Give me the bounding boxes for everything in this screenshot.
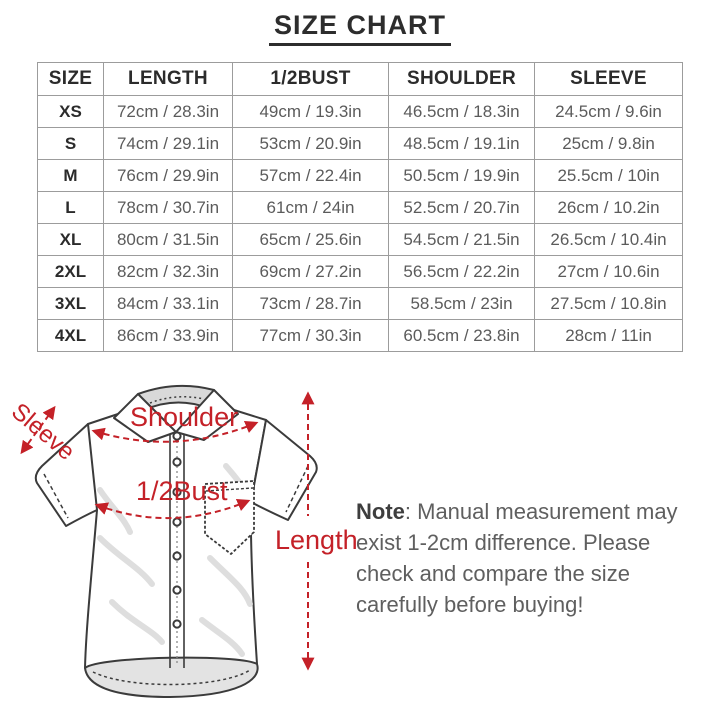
sleeve-value: 28cm / 11in xyxy=(535,320,683,352)
size-table xyxy=(37,62,683,352)
note-body: : Manual measurement may exist 1-2cm difference. Please check and compare the size carefully before buying! xyxy=(356,499,678,617)
size-label: XL xyxy=(38,224,104,256)
page-title-wrap xyxy=(0,10,720,46)
table-row xyxy=(38,96,683,128)
table-row xyxy=(38,256,683,288)
page-title: SIZE CHART xyxy=(269,10,451,46)
table-header-row xyxy=(38,63,683,96)
sleeve-value: 27cm / 10.6in xyxy=(535,256,683,288)
shoulder-label: Shoulder xyxy=(130,402,239,432)
shoulder-value: 54.5cm / 21.5in xyxy=(389,224,535,256)
note-label: Note xyxy=(356,499,405,524)
halfbust-value: 65cm / 25.6in xyxy=(233,224,389,256)
shoulder-value: 60.5cm / 23.8in xyxy=(389,320,535,352)
sleeve-value: 26cm / 10.2in xyxy=(535,192,683,224)
size-label: 2XL xyxy=(38,256,104,288)
shoulder-value: 46.5cm / 18.3in xyxy=(389,96,535,128)
col-header-length: LENGTH xyxy=(104,63,233,96)
length-value: 80cm / 31.5in xyxy=(104,224,233,256)
length-label: Length xyxy=(275,525,358,555)
size-label: XS xyxy=(38,96,104,128)
halfbust-value: 69cm / 27.2in xyxy=(233,256,389,288)
col-header-size: SIZE xyxy=(38,63,104,96)
length-value: 86cm / 33.9in xyxy=(104,320,233,352)
col-header-sleeve: SLEEVE xyxy=(535,63,683,96)
length-value: 82cm / 32.3in xyxy=(104,256,233,288)
size-label: 4XL xyxy=(38,320,104,352)
shoulder-value: 56.5cm / 22.2in xyxy=(389,256,535,288)
sleeve-value: 26.5cm / 10.4in xyxy=(535,224,683,256)
halfbust-value: 53cm / 20.9in xyxy=(233,128,389,160)
halfbust-value: 73cm / 28.7in xyxy=(233,288,389,320)
size-label: M xyxy=(38,160,104,192)
sleeve-label: Sleeve xyxy=(6,397,80,466)
table-row xyxy=(38,192,683,224)
shoulder-value: 50.5cm / 19.9in xyxy=(389,160,535,192)
halfbust-value: 61cm / 24in xyxy=(233,192,389,224)
table-row xyxy=(38,128,683,160)
length-value: 84cm / 33.1in xyxy=(104,288,233,320)
sleeve-value: 24.5cm / 9.6in xyxy=(535,96,683,128)
length-value: 78cm / 30.7in xyxy=(104,192,233,224)
shoulder-value: 58.5cm / 23in xyxy=(389,288,535,320)
sleeve-value: 25.5cm / 10in xyxy=(535,160,683,192)
halfbust-value: 77cm / 30.3in xyxy=(233,320,389,352)
shoulder-value: 48.5cm / 19.1in xyxy=(389,128,535,160)
sleeve-value: 25cm / 9.8in xyxy=(535,128,683,160)
sleeve-value: 27.5cm / 10.8in xyxy=(535,288,683,320)
col-header-halfbust: 1/2BUST xyxy=(233,63,389,96)
shirt-measurement-diagram xyxy=(0,370,360,720)
halfbust-value: 57cm / 22.4in xyxy=(233,160,389,192)
shoulder-value: 52.5cm / 20.7in xyxy=(389,192,535,224)
half-bust-label: 1/2Bust xyxy=(136,476,228,506)
measurement-note xyxy=(356,496,692,620)
length-value: 76cm / 29.9in xyxy=(104,160,233,192)
size-label: L xyxy=(38,192,104,224)
halfbust-value: 49cm / 19.3in xyxy=(233,96,389,128)
table-row xyxy=(38,224,683,256)
size-label: 3XL xyxy=(38,288,104,320)
size-label: S xyxy=(38,128,104,160)
length-value: 72cm / 28.3in xyxy=(104,96,233,128)
table-row xyxy=(38,160,683,192)
shirt-illustration-svg xyxy=(0,370,360,720)
length-value: 74cm / 29.1in xyxy=(104,128,233,160)
col-header-shoulder: SHOULDER xyxy=(389,63,535,96)
table-row xyxy=(38,288,683,320)
table-row xyxy=(38,320,683,352)
